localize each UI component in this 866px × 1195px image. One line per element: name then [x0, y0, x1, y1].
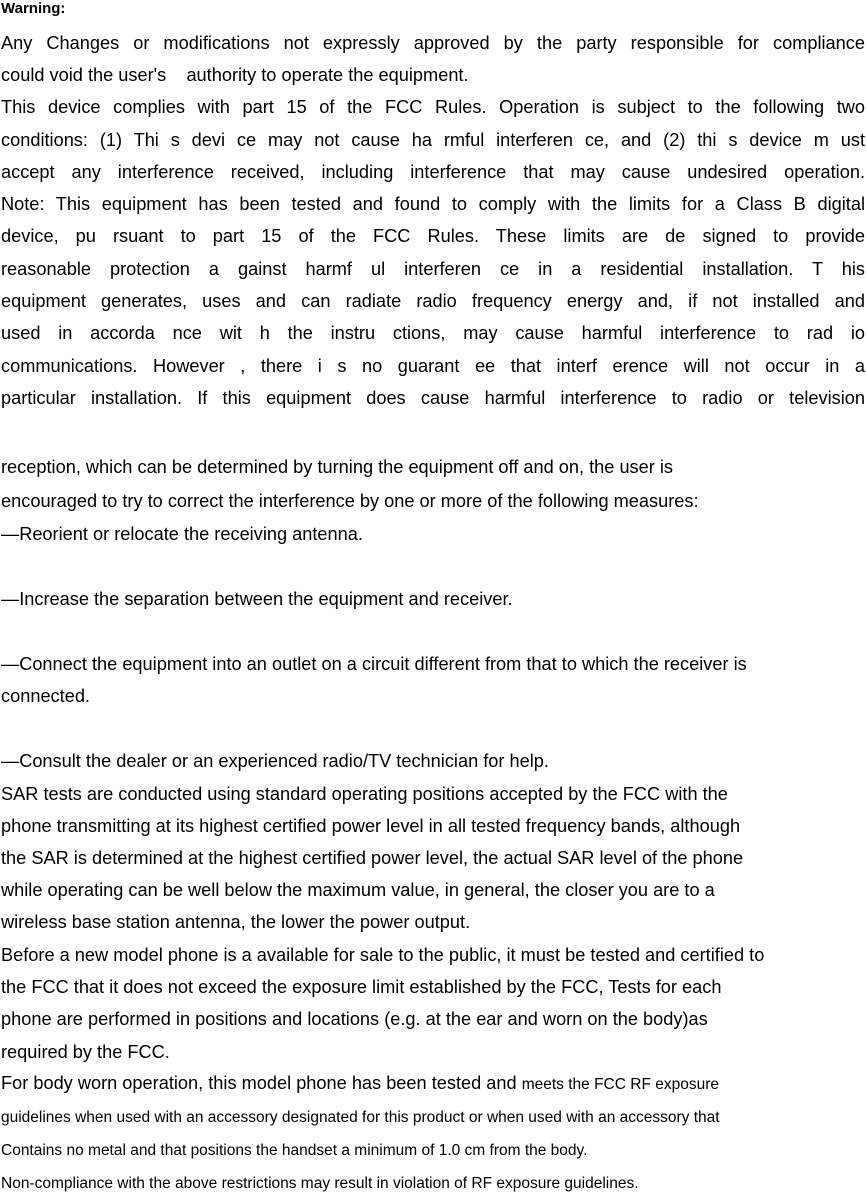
small-text-line: Non-compliance with the above restrictions may result in violation of RF exposure guidelines. [1, 1175, 639, 1192]
text-line: equipment generates, uses and can radiate radio frequency energy and, if not installed and [1, 291, 865, 311]
text-line: the SAR is determined at the highest certified power level, the actual SAR level of the phone [1, 848, 744, 868]
text-line: the FCC that it does not exceed the exposure limit established by the FCC, Tests for each [1, 977, 722, 997]
text-line: Any Changes or modifications not expressly approved by the party responsible for compliance [1, 33, 865, 53]
text-line: This device complies with part 15 of the FCC Rules. Operation is subject to the following two [1, 97, 865, 117]
small-text-line: guidelines when used with an accessory designated for this product or when used with an accessory that [1, 1109, 720, 1126]
mixed-size-line [1, 1072, 719, 1096]
measure-item: —Increase the separation between the equipment and receiver. [1, 589, 513, 609]
measure-item: —Consult the dealer or an experienced radio/TV technician for help. [1, 751, 549, 771]
text-line: Note: This equipment has been tested and found to comply with the limits for a Class B digital [1, 194, 865, 214]
text-line: connected. [1, 686, 90, 706]
text-line: could void the user's authority to operate the equipment. [1, 65, 469, 85]
text-line: phone are performed in positions and locations (e.g. at the ear and worn on the body)as [1, 1009, 708, 1029]
text-line: communications. However , there i s no guarant ee that interf erence will not occur in a [1, 356, 865, 376]
text-large: For body worn operation, this model phone has been tested and [1, 1073, 522, 1093]
measure-item: —Reorient or relocate the receiving antenna. [1, 524, 363, 544]
text-line: required by the FCC. [1, 1042, 170, 1062]
text-line: encouraged to try to correct the interference by one or more of the following measures: [1, 491, 699, 511]
text-line: used in accorda nce wit h the instru ctions, may cause harmful interference to rad io [1, 323, 865, 343]
text-small: meets the FCC RF exposure [521, 1076, 719, 1093]
text-line: Before a new model phone is a available for sale to the public, it must be tested and certified to [1, 945, 765, 965]
text-line: while operating can be well below the maximum value, in general, the closer you are to a [1, 880, 715, 900]
text-line: device, pu rsuant to part 15 of the FCC Rules. These limits are de signed to provide [1, 226, 865, 246]
text-line: SAR tests are conducted using standard operating positions accepted by the FCC with the [1, 784, 728, 804]
text-line: conditions: (1) Thi s devi ce may not cause ha rmful interferen ce, and (2) thi s device m ust [1, 130, 865, 150]
text-line: accept any interference received, including interference that may cause undesired operation. [1, 162, 865, 182]
warning-heading: Warning: [1, 0, 66, 17]
small-text-line: Contains no metal and that positions the handset a minimum of 1.0 cm from the body. [1, 1142, 588, 1159]
text-line: particular installation. If this equipment does cause harmful interference to radio or television [1, 388, 865, 408]
text-line: phone transmitting at its highest certified power level in all tested frequency bands, although [1, 816, 741, 836]
measure-item: —Connect the equipment into an outlet on a circuit different from that to which the receiver is [1, 654, 747, 674]
text-line: reception, which can be determined by turning the equipment off and on, the user is [1, 457, 674, 477]
text-line: wireless base station antenna, the lower the power output. [1, 912, 471, 932]
text-line: reasonable protection a gainst harmf ul interferen ce in a residential installation. T his [1, 259, 865, 279]
